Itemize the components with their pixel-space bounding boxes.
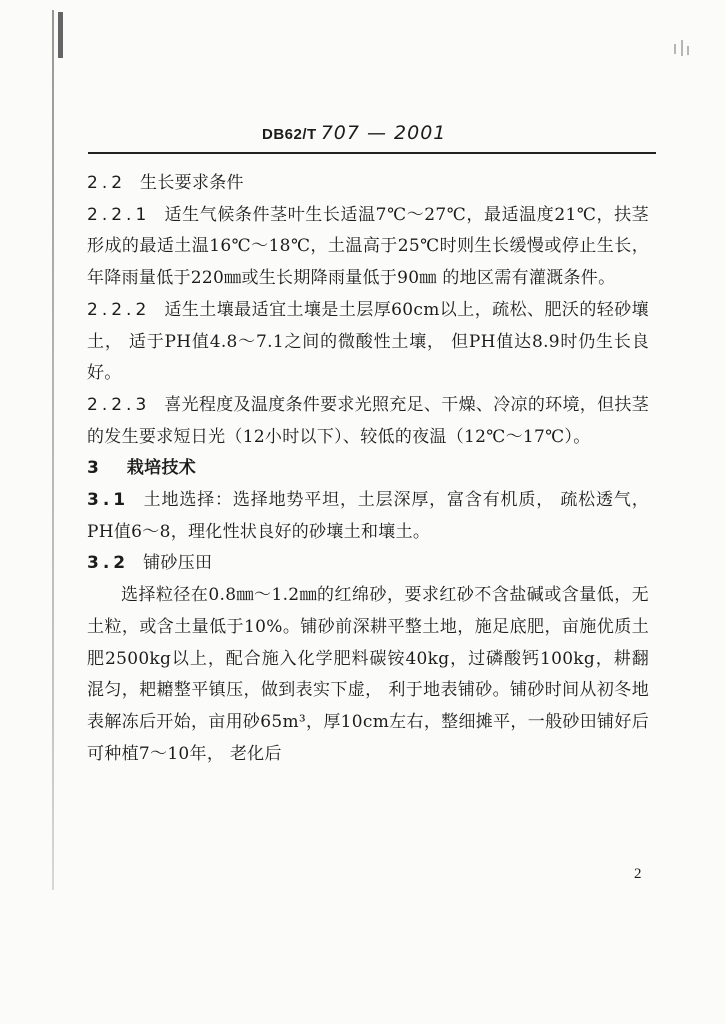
section-text: 喜光程度及温度条件要求光照充足、干燥、冷凉的环境，但扶茎的发生要求短日光（12小时以下）、较低的夜温（12℃～17℃）。 (87, 394, 649, 447)
section-number: 2.2.1 (87, 204, 151, 225)
section-heading-3 (87, 453, 649, 485)
standard-code: DB62/T (262, 126, 317, 143)
scan-edge-shadow (52, 10, 54, 890)
section-heading-2-2 (87, 168, 649, 200)
section-text: 选择粒径在0.8㎜～1.2㎜的红绵砂，要求红砂不含盐碱或含量低，无土粒，或含土量低于10%。铺砂前深耕平整土地，施足底肥，亩施优质土肥2500kg以上，配合施入化学肥料碳铵40kg，过磷酸钙100kg，耕翻混匀，耙耱整平镇压，做到表实下虚， 利于地表铺砂。铺砂时间从初冬地表解冻后开始，亩用砂65m³，厚10cm左右，整细摊平，一般砂田铺好后可种植7～10年， 老化后 (87, 585, 649, 764)
page-number: 2 (634, 866, 642, 882)
section-number: 3.2 (87, 553, 130, 574)
section-text: 土地选择：选择地势平坦，土层深厚，富含有机质， 疏松透气，PH值6～8，理化性状良好的砂壤土和壤土。 (87, 490, 649, 542)
section-3-2-body (87, 580, 649, 770)
section-3-1 (87, 485, 649, 548)
section-title: 生长要求条件 (140, 173, 244, 193)
scan-edge-mark (58, 12, 63, 58)
handwritten-standard-number: 707 — 2001 (320, 122, 447, 144)
scan-artifact-marks (672, 40, 694, 60)
document-body (87, 168, 649, 770)
section-2-2-2 (87, 295, 649, 390)
header-rule (88, 152, 656, 154)
section-number: 2.2.3 (87, 394, 151, 415)
section-text: 适生土壤最适宜土壤是土层厚60cm以上，疏松、肥沃的轻砂壤土， 适于PH值4.8～7.1之间的微酸性土壤， 但PH值达8.9时仍生长良好。 (87, 299, 649, 384)
section-heading-3-2 (87, 548, 649, 580)
section-title: 栽培技术 (126, 458, 197, 479)
section-number: 2.2.2 (87, 299, 151, 320)
section-2-2-3 (87, 390, 649, 453)
section-number: 3.1 (87, 490, 130, 511)
section-title: 铺砂压田 (143, 553, 213, 574)
section-number: 3 (87, 458, 103, 479)
section-2-2-1 (87, 200, 649, 295)
standard-code-header (262, 122, 446, 144)
section-number: 2.2 (87, 173, 127, 193)
section-text: 适生气候条件茎叶生长适温7℃～27℃，最适温度21℃，扶茎形成的最适土温16℃～18℃，土温高于25℃时则生长缓慢或停止生长，年降雨量低于220㎜或生长期降雨量低于90㎜ 的地区需有灌溉条件。 (87, 204, 649, 289)
